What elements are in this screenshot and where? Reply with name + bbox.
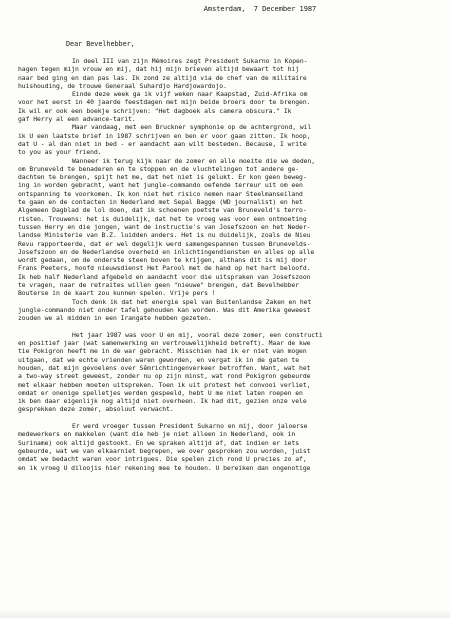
letter-line: Ik wil er ook een boekje schrijven: "Het dagboek als camera obscura." Ik (18, 106, 292, 115)
paragraph-gap (18, 323, 443, 331)
letter-line: uitgaan, dat we echte vrienden waren geworden, en vergat ik in de gaten te (18, 355, 300, 364)
letter-line: Toch denk ik dat het energie spel van Buitenlandse Zaken en het (72, 297, 312, 306)
letter-line: jungle-commando niet onder tafel gehouden kan worden. Was dit Amerika geweest (18, 305, 311, 314)
letter-line: gaf Herry al een advance-tarit. (18, 115, 136, 124)
letter-line: zouden we al midden in een Irangate hebben gezeten. (18, 314, 212, 323)
letter-line: Maar vandaag, met een Bruckner symphonie op de achtergrond, wil (72, 123, 312, 132)
letter-line: a two-way street geweest, zonder nu op zijn minst, wat rond Pokigron gebeurde (18, 372, 311, 381)
paragraph-gap (18, 414, 443, 422)
letter-line: Suriname) ook altijd gestookt. En we spraken altijd af, dat indien er iets (18, 438, 300, 447)
letter-line: Einde deze week ga ik vijf weken naar Kaapstad, Zuid-Afrika om (72, 90, 308, 99)
letter-line: landse Ministerie van B.Z. luidden anders. Het is nu duidelijk, zoals de Nieu (18, 231, 311, 240)
letter-line: ik ben daar eigenlijk nog altijd niet overheen. Ik had dit, gezien onze vele (18, 397, 307, 406)
letter-line: to you as your friend. (18, 148, 102, 157)
letter-line: Het jaar 1987 was voor U en mij, vooral deze zomer, een constructi (72, 330, 323, 339)
letter-line: met elkaar hebben moeten uitspreken. Toen ik uit protest het convooi verliet, (18, 380, 311, 389)
letter-line: In deel III van zijn Mémoires zegt President Sukarno in Kopen- (72, 57, 308, 65)
letter-line: risten. Trouwens: het is duidelijk, dat het te vroeg was voor een ontmoeting (18, 214, 307, 223)
letter-line: om Bruneveld te benaderen en te stoppen en de vluchtelingen tot andere ge- (18, 164, 300, 173)
letter-line: voor het eerst in 40 jaarde feestdagen met mijn beide broers door te brengen. (18, 98, 311, 107)
letter-line: huishouding, de trouwe Generaal Suhardjo Hardjowardojo. (18, 81, 227, 90)
letter-line: Frans Peeters, hoofd nieuwsdienst Het Parool met de hand op het hart beloofd. (18, 264, 311, 273)
letter-line: wordt gedaan, om de onderste steen boven te krijgen, althans dit is mij door (18, 256, 307, 265)
letter-line: Josefszoon en de Nederlandse overheid en inlichtingendiensten en alles op alle (18, 247, 315, 256)
letter-line: en ik vroeg U diloojis hier rekening mee te houden. U bereiken dan ongenotige (18, 463, 311, 472)
letter-line: dat U - al dan niet in bed - er aandacht aan wilt besteden. Because, I write (18, 139, 307, 148)
letter-body (18, 57, 443, 472)
letter-line: ik U een laatste brief in 1987 schrijven en ben er voor gaan zitten. Ik hoop, (18, 131, 311, 140)
letter-line: naar bed ging en dan pas las. Ik zond ze altijd via de chef van de militaire (18, 73, 307, 82)
letter-line: Ik heb half Nederland afgebeld en aandacht voor die uitspraken van Josefszoon (18, 272, 311, 281)
letter-line: te vragen, naar de retraites willen geen "nieuwe" brengen, dat Bevelhebber (18, 281, 300, 290)
letter-line: hagen tegen mijn vrouw en mij, dat hij mijn brieven altijd bewaart tot hij (18, 65, 300, 74)
letter-salutation: Dear Bevelhebber, (66, 40, 135, 48)
letter-line: tie Pokigron heeft me in de war gebracht. Misschien had ik er niet van mogen (18, 347, 307, 356)
letter-line: omdat er onenige spelletjes werden gespeeld, hebt U me niet laten roepen en (18, 388, 303, 397)
letter-line: medewerkers en makkelen (want die heb je niet alleen in Nederland, ook in (18, 430, 296, 439)
letter-line: houden, dat mijn gevoelens over Sêmrichtingenverkeer betroffen. Want, wat het (18, 363, 311, 372)
letter-line: omdat we bedacht waren voor intrigues. Die spelen zich rond U precies zo af, (18, 455, 307, 464)
letter-line: Wanneer ik terug kijk naar de zomer en alle moeite die we deden, (72, 156, 316, 165)
letter-line: en positief jaar (wat samenwerking en vertrouwelijkheid betreft). Maar de kwe (18, 339, 311, 348)
letter-line: Bouterse in de kaart zou kunnen spelen. Vrije pers ! (18, 289, 216, 298)
letter-line: te gaan en de contacten in Nederland met Sepal Bagge (WD journalist) en het (18, 198, 303, 207)
letter-dateline: Amsterdam, 7 December 1987 (203, 5, 317, 13)
letter-line: ing in worden gebracht, want het jungle-commando oefende terreur uit om een (18, 181, 303, 190)
letter-line: Revu rapporteerde, dat er wel degelijk werd samengespannen tussen Brunevelds- (18, 239, 311, 248)
letter-line: gesprekken deze zomer, absoluut verwacht. (18, 405, 174, 414)
letter-line: gebeurde, wat we van elkaarniet begrepen, we over gesproken zou worden, juist (18, 446, 311, 455)
letter-line: Algemeen Dagblad de lol doen, dat ik schoenen poetste van Bruneveld's terro- (18, 206, 307, 215)
letter-line: Er werd vroeger tussen President Sukarno en mij, door jaloerse (72, 422, 308, 431)
letter-line: ontspanning te voorkomen. Ik kon niet het risico nemen naar Steelmanseiland (18, 189, 303, 198)
letter-line: dachten te brengen, spijt het me, dat het niet is gelukt. Er kon geen beweg- (18, 173, 307, 182)
scan-edge (0, 610, 450, 618)
letter-line: tussen Herry en die jongen, want de instructie's van Josefszoon en het Neder- (18, 222, 311, 231)
